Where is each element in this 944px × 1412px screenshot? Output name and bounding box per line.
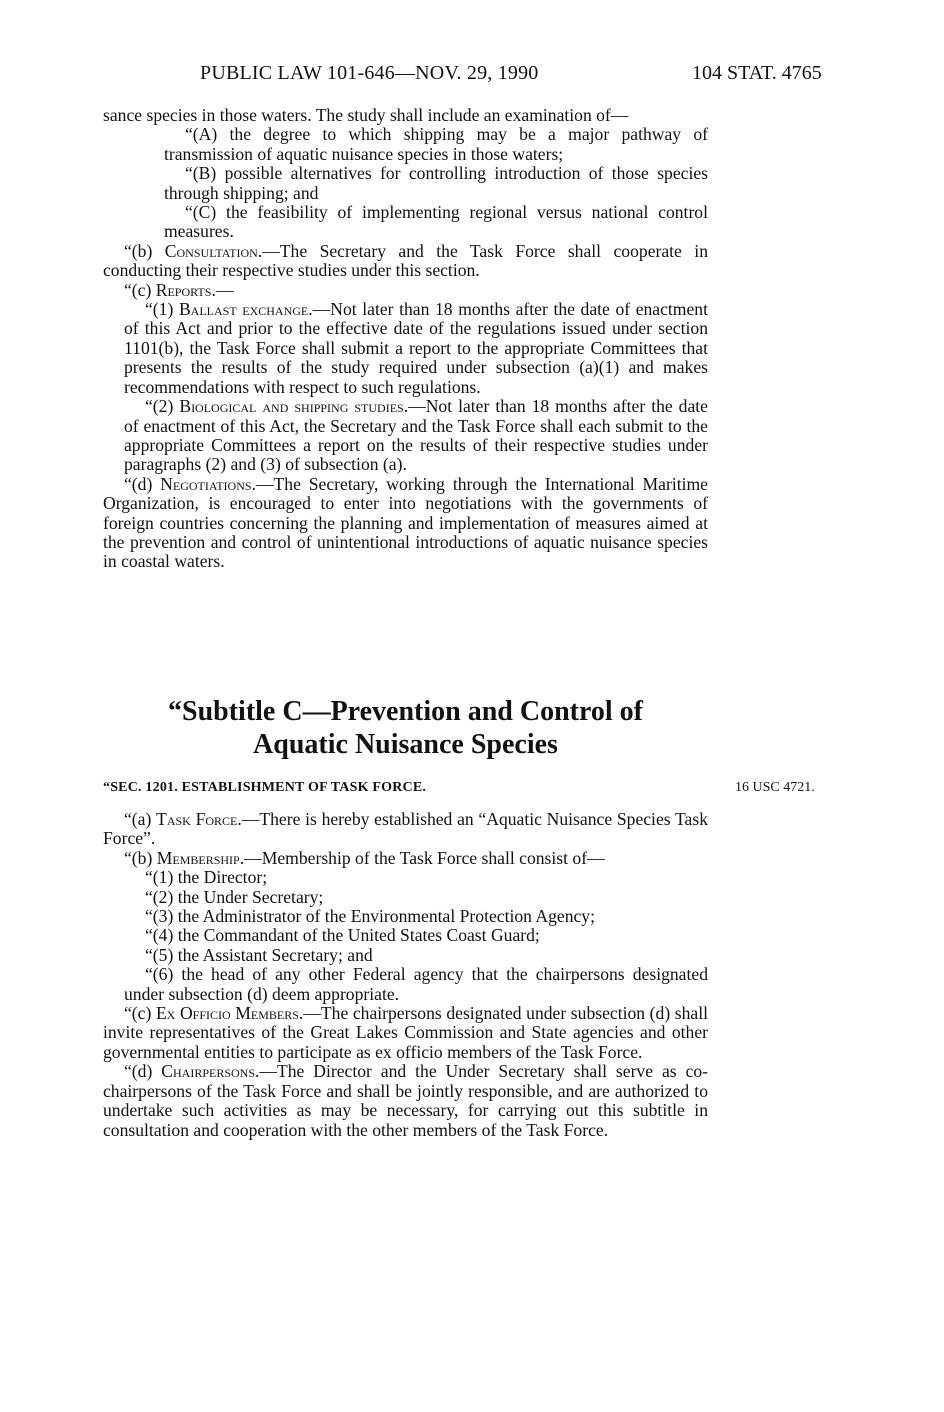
member-4: “(4) the Commandant of the United States Coast Guard; <box>145 925 540 946</box>
membership-text: .—Membership of the Task Force shall consist of— <box>239 847 605 868</box>
item-c-text: “(C) the feasibility of implementing regional versus national control measures. <box>164 202 708 242</box>
subsection-membership <box>103 849 708 868</box>
member-3: “(3) the Administrator of the Environmental Protection Agency; <box>145 906 595 927</box>
running-header-right: 104 STAT. 4765 <box>692 62 822 84</box>
consultation-text: .—The Secretary and the Task Force shall cooperate in conducting their respective studies under this section. <box>103 240 708 281</box>
biological-lead: “(2) <box>145 396 180 417</box>
subsection-task-force <box>103 810 708 849</box>
reports-lead: “(c) <box>124 279 156 300</box>
reports-text: .— <box>211 279 234 300</box>
margin-note: 16 USC 4721. <box>735 780 815 795</box>
running-header-left: PUBLIC LAW 101-646—NOV. 29, 1990 <box>200 62 539 84</box>
item-c <box>103 203 708 242</box>
paragraph-biological-studies <box>103 397 708 475</box>
subtitle-line-2: Aquatic Nuisance Species <box>253 729 558 760</box>
biological-heading: Biological and shipping studies <box>179 396 404 417</box>
negotiations-lead: “(d) <box>124 473 161 494</box>
member-1: “(1) the Director; <box>145 867 268 888</box>
section-text-block <box>103 810 708 1140</box>
item-a-text: “(A) the degree to which shipping may be a major pathway of transmission of aquatic nuisance species in those waters; <box>164 124 708 164</box>
task-force-lead: “(a) <box>124 809 157 829</box>
continued-paragraph: sance species in those waters. The study shall include an examination of— <box>103 105 629 125</box>
ballast-lead: “(1) <box>145 299 179 320</box>
subtitle-line-1: “Subtitle C—Prevention and Control of <box>168 696 643 727</box>
subsection-reports <box>103 281 708 300</box>
section-heading: “SEC. 1201. ESTABLISHMENT OF TASK FORCE. <box>103 780 427 795</box>
consultation-heading: Consultation <box>164 240 258 261</box>
subsection-consultation <box>103 242 708 281</box>
subsection-negotiations <box>103 475 708 572</box>
ex-officio-lead: “(c) <box>124 1003 156 1024</box>
membership-lead: “(b) <box>124 847 157 868</box>
ballast-heading: Ballast exchange <box>178 299 309 320</box>
biological-text: .—Not later than 18 months after the date of enactment of this Act, the Secretary and the Task Force shall each submit to the appropriate Committees a report on the results of their respective studies under paragraphs (2) and (3) of subsection (a). <box>124 396 708 475</box>
ex-officio-heading: Ex Officio Members <box>155 1003 299 1024</box>
chairpersons-lead: “(d) <box>124 1061 162 1082</box>
task-force-text: .—There is hereby established an “Aquatic Nuisance Species Task Force”. <box>103 809 708 849</box>
negotiations-heading: Negotiations <box>160 473 252 494</box>
subsection-ex-officio <box>103 1004 708 1062</box>
item-b <box>103 164 708 203</box>
consultation-lead: “(b) <box>124 240 165 261</box>
ballast-text: .—Not later than 18 months after the date of enactment of this Act and prior to the effective date of the regulations issued under section 1101(b), the Task Force shall submit a report to the appropriate Committees that presents the results of the study required under subsection (a)(1) and makes recommendations with respect to such regulations. <box>124 299 708 397</box>
task-force-heading: Task Force <box>156 809 238 829</box>
chairpersons-heading: Chairpersons <box>161 1061 256 1082</box>
member-6: “(6) the head of any other Federal agency that the chairpersons designated under subsection (d) deem appropriate. <box>124 964 708 1004</box>
chairpersons-text: .—The Director and the Under Secretary shall serve as co-chairpersons of the Task Force and shall be jointly responsible, and are authorized to undertake such activities as may be necessary, for carrying out this subtitle in consultation and cooperation with the other members of the Task Force. <box>103 1061 708 1140</box>
membership-heading: Membership <box>156 847 240 868</box>
top-text-block <box>103 106 708 572</box>
subtitle-heading <box>103 695 708 761</box>
paragraph-ballast-exchange <box>103 300 708 397</box>
negotiations-text: .—The Secretary, working through the International Maritime Organization, is encouraged to enter into negotiations with the governments of foreign countries concerning the planning and implementation of measures aimed at the prevention and control of unintentional introductions of aquatic nuisance species in coastal waters. <box>103 473 708 572</box>
reports-heading: Reports <box>155 279 212 300</box>
member-2: “(2) the Under Secretary; <box>145 886 324 907</box>
item-b-text: “(B) possible alternatives for controlling introduction of those species through shipping; and <box>164 163 708 203</box>
ex-officio-text: .—The chairpersons designated under subsection (d) shall invite representatives of the Great Lakes Commission and State agencies and other governmental entities to participate as ex officio members of the Task Force. <box>103 1003 709 1062</box>
item-a <box>103 125 708 164</box>
subsection-chairpersons <box>103 1062 708 1140</box>
member-5: “(5) the Assistant Secretary; and <box>145 944 373 965</box>
